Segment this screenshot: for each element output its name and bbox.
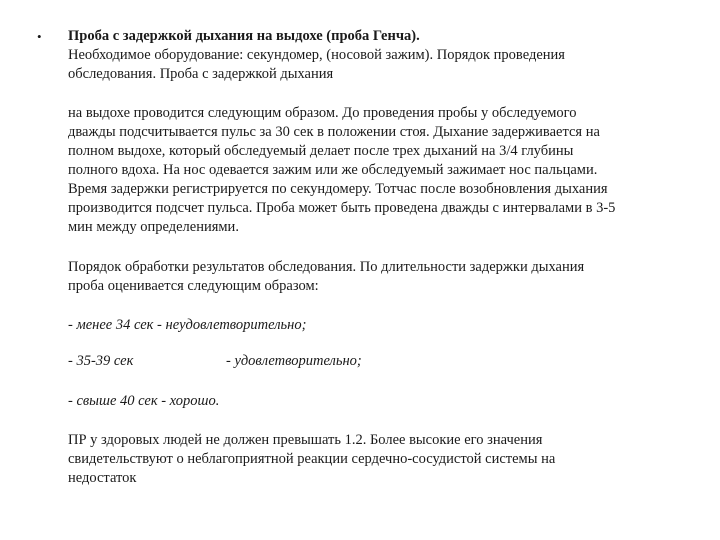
equipment-line: Необходимое оборудование: секундомер, (носовой зажим). Порядок проведения <box>68 47 565 63</box>
rating-satisfactory <box>68 352 708 371</box>
conclusion-line: недостаток <box>68 470 137 486</box>
procedure-line: полном выдохе, который обследуемый делает после трех дыханий на 3/4 глубины <box>68 143 574 159</box>
intro-paragraph <box>68 27 708 84</box>
rating-good-text: - свыше 40 сек - хорошо. <box>68 393 220 409</box>
conclusion-paragraph <box>68 431 708 488</box>
evaluation-line: проба оценивается следующим образом: <box>68 278 319 294</box>
conclusion-line: ПР у здоровых людей не должен превышать 1.2. Более высокие его значения <box>68 432 543 448</box>
procedure-line: Время задержки регистрируется по секундомеру. Тотчас после возобновления дыхания <box>68 181 608 197</box>
evaluation-paragraph <box>68 258 708 296</box>
rating-good <box>68 392 708 411</box>
procedure-line: полного вдоха. На нос одевается зажим или же обследуемый зажимает нос пальцами. <box>68 162 598 178</box>
rating-poor-text: - менее 34 сек - неудовлетворительно; <box>68 317 307 333</box>
rating-satisfactory-label: - удовлетворительно; <box>226 353 362 369</box>
procedure-line: производится подсчет пульса. Проба может быть проведена дважды с интервалами в 3-5 <box>68 200 616 216</box>
rating-satisfactory-range: - 35-39 сек <box>68 353 134 369</box>
procedure-paragraph <box>68 104 708 237</box>
procedure-intro-line: обследования. Проба с задержкой дыхания <box>68 66 334 82</box>
section-heading: Проба с задержкой дыхания на выдохе (проба Генча). <box>68 28 420 44</box>
bullet-point: • <box>37 29 42 44</box>
procedure-line: дважды подсчитывается пульс за 30 сек в положении стоя. Дыхание задерживается на <box>68 124 600 140</box>
evaluation-line: Порядок обработки результатов обследования. По длительности задержки дыхания <box>68 259 585 275</box>
procedure-line: мин между определениями. <box>68 219 239 235</box>
conclusion-line: свидетельствуют о неблагоприятной реакции сердечно-сосудистой системы на <box>68 451 556 467</box>
procedure-line: на выдохе проводится следующим образом. До проведения пробы у обследуемого <box>68 105 577 121</box>
rating-poor <box>68 316 708 335</box>
